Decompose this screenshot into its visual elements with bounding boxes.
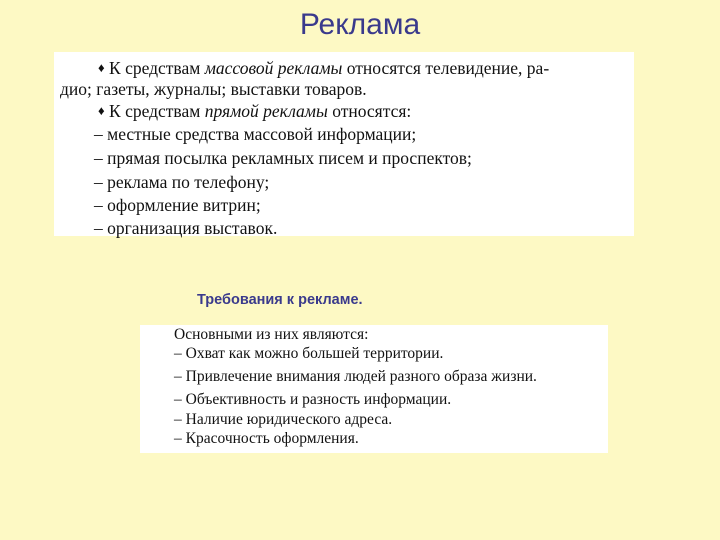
- list-item: – Привлечение внимания людей разного образа жизни.: [174, 368, 537, 385]
- list-item: – Охват как можно большей территории.: [174, 345, 444, 362]
- list-item: – реклама по телефону;: [94, 172, 270, 192]
- text: относятся:: [332, 101, 412, 121]
- paragraph-mass-advertising-line-1: [98, 58, 549, 79]
- advertising-media-text-box: [54, 52, 634, 236]
- list-item: – местные средства массовой информации;: [94, 124, 417, 144]
- paragraph-mass-advertising-line-2: дио; газеты, журналы; выставки товаров.: [60, 79, 367, 99]
- text: К средствам: [109, 101, 201, 121]
- emphasis-text: прямой рекламы: [204, 101, 328, 121]
- list-item: – Объективность и разность информации.: [174, 391, 452, 408]
- list-item: – организация выставок.: [94, 218, 278, 238]
- list-item: – прямая посылка рекламных писем и проспектов;: [94, 148, 472, 168]
- requirements-intro: Основными из них являются:: [174, 326, 369, 343]
- list-item: – оформление витрин;: [94, 195, 261, 215]
- section-subtitle: Требования к рекламе.: [197, 292, 363, 308]
- text: К средствам: [109, 58, 201, 78]
- emphasis-text: массовой рекламы: [204, 58, 343, 78]
- list-item: – Наличие юридического адреса.: [174, 411, 393, 428]
- list-item: – Красочность оформления.: [174, 430, 359, 447]
- requirements-text-box: [140, 325, 608, 453]
- paragraph-direct-advertising: [98, 101, 411, 122]
- diamond-bullet-icon: ♦: [98, 60, 105, 75]
- text: относятся телевидение, ра-: [346, 58, 550, 78]
- slide-title: Реклама: [299, 8, 421, 41]
- diamond-bullet-icon: ♦: [98, 103, 105, 118]
